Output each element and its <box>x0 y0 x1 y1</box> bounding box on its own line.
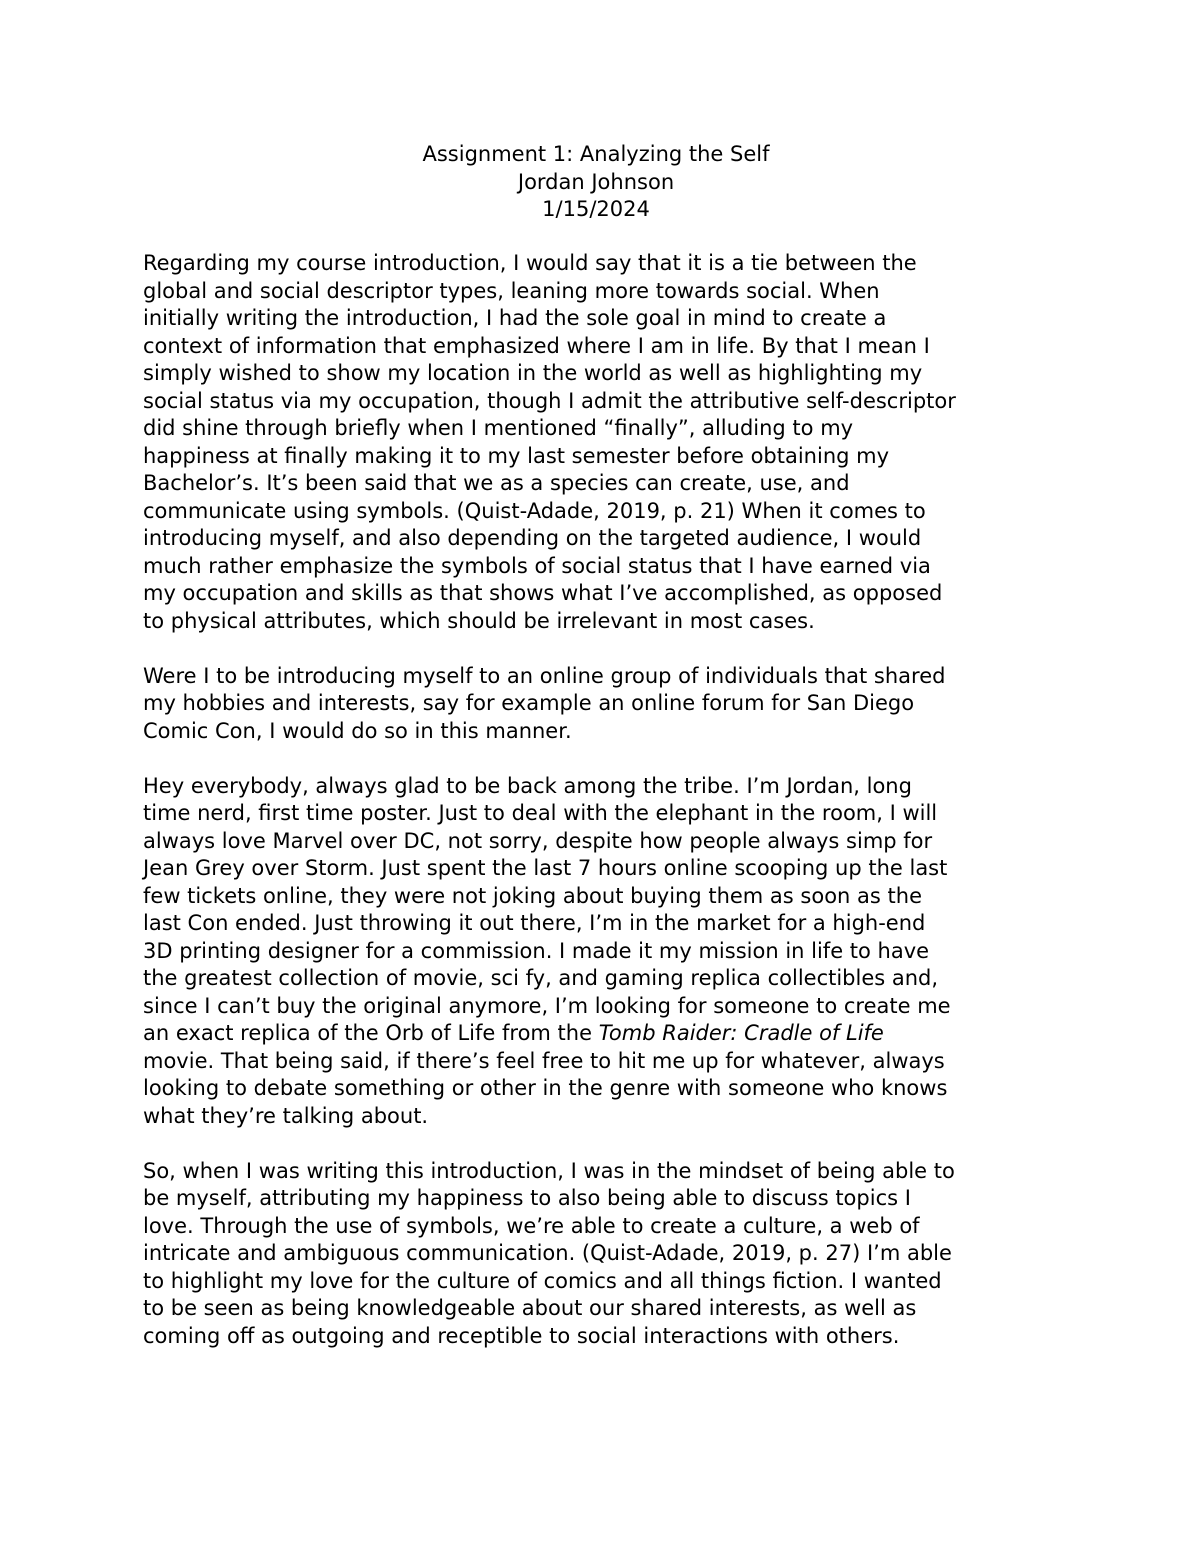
assignment-title: Assignment 1: Analyzing the Self <box>422 142 770 166</box>
text-line: my hobbies and interests, say for example an online forum for San Diego <box>143 691 915 715</box>
text-line: coming off as outgoing and receptible to social interactions with others. <box>143 1323 900 1348</box>
text-line: Comic Con, I would do so in this manner. <box>143 718 572 743</box>
text-line: be myself, attributing my happiness to also being able to discuss topics I <box>143 1186 911 1210</box>
text-line: So, when I was writing this introduction, I was in the mindset of being able to <box>143 1158 955 1183</box>
text-line: always love Marvel over DC, not sorry, despite how people always simp for <box>143 828 933 853</box>
author-name: Jordan Johnson <box>517 169 675 194</box>
text-line: did shine through briefly when I mentioned “finally”, alluding to my <box>143 416 854 440</box>
movie-title: Tomb Raider: Cradle of Life <box>598 1021 884 1045</box>
text-line: to physical attributes, which should be irrelevant in most cases. <box>143 608 815 633</box>
text-line: since I can’t buy the original anymore, I’m looking for someone to create me <box>143 993 951 1018</box>
text-line: Regarding my course introduction, I would say that it is a tie between the <box>143 251 917 275</box>
paragraph-3-forum-post <box>143 773 1083 1131</box>
paragraph-4 <box>143 1158 1083 1351</box>
text-line: Were I to be introducing myself to an online group of individuals that shared <box>143 663 946 688</box>
text-segment: an exact replica of the Orb of Life from the <box>143 1021 599 1045</box>
text-line: what they’re talking about. <box>143 1103 429 1128</box>
text-line: looking to debate something or other in the genre with someone who knows <box>143 1076 948 1100</box>
text-line: love. Through the use of symbols, we’re able to create a culture, a web of <box>143 1213 920 1238</box>
text-line: few tickets online, they were not joking about buying them as soon as the <box>143 883 922 908</box>
text-line: introducing myself, and also depending on the targeted audience, I would <box>143 526 922 550</box>
text-line: Bachelor’s. It’s been said that we as a species can create, use, and <box>143 471 850 495</box>
text-line: context of information that emphasized where I am in life. By that I mean I <box>143 333 930 358</box>
text-line: initially writing the introduction, I had the sole goal in mind to create a <box>143 306 887 330</box>
text-line: last Con ended. Just throwing it out there, I’m in the market for a high-end <box>143 911 926 935</box>
text-line: movie. That being said, if there’s feel free to hit me up for whatever, always <box>143 1048 945 1073</box>
text-line: 3D printing designer for a commission. I made it my mission in life to have <box>143 938 930 963</box>
text-line: Hey everybody, always glad to be back among the tribe. I’m Jordan, long <box>143 773 912 798</box>
text-line: simply wished to show my location in the world as well as highlighting my <box>143 361 923 385</box>
paragraph-1 <box>143 250 1083 635</box>
text-line: much rather emphasize the symbols of social status that I have earned via <box>143 553 931 578</box>
paragraph-2 <box>143 663 1083 746</box>
text-line: communicate using symbols. (Quist-Adade, 2019, p. 21) When it comes to <box>143 498 926 523</box>
text-line-with-title <box>143 1020 1083 1048</box>
text-line: intricate and ambiguous communication. (Quist-Adade, 2019, p. 27) I’m able <box>143 1241 952 1265</box>
text-line: my occupation and skills as that shows what I’ve accomplished, as opposed <box>143 581 943 605</box>
text-line: global and social descriptor types, leaning more towards social. When <box>143 278 880 303</box>
text-line: the greatest collection of movie, sci fy, and gaming replica collectibles and, <box>143 966 939 990</box>
text-line: happiness at finally making it to my last semester before obtaining my <box>143 443 890 468</box>
document-header <box>0 141 1192 224</box>
text-line: to highlight my love for the culture of comics and all things fiction. I wanted <box>143 1268 942 1293</box>
document-body <box>143 250 1083 1378</box>
text-line: time nerd, first time poster. Just to deal with the elephant in the room, I will <box>143 801 938 825</box>
text-line: to be seen as being knowledgeable about our shared interests, as well as <box>143 1296 917 1320</box>
text-line: social status via my occupation, though I admit the attributive self-descriptor <box>143 388 956 413</box>
assignment-date: 1/15/2024 <box>542 197 650 221</box>
text-line: Jean Grey over Storm. Just spent the last 7 hours online scooping up the last <box>143 856 948 880</box>
